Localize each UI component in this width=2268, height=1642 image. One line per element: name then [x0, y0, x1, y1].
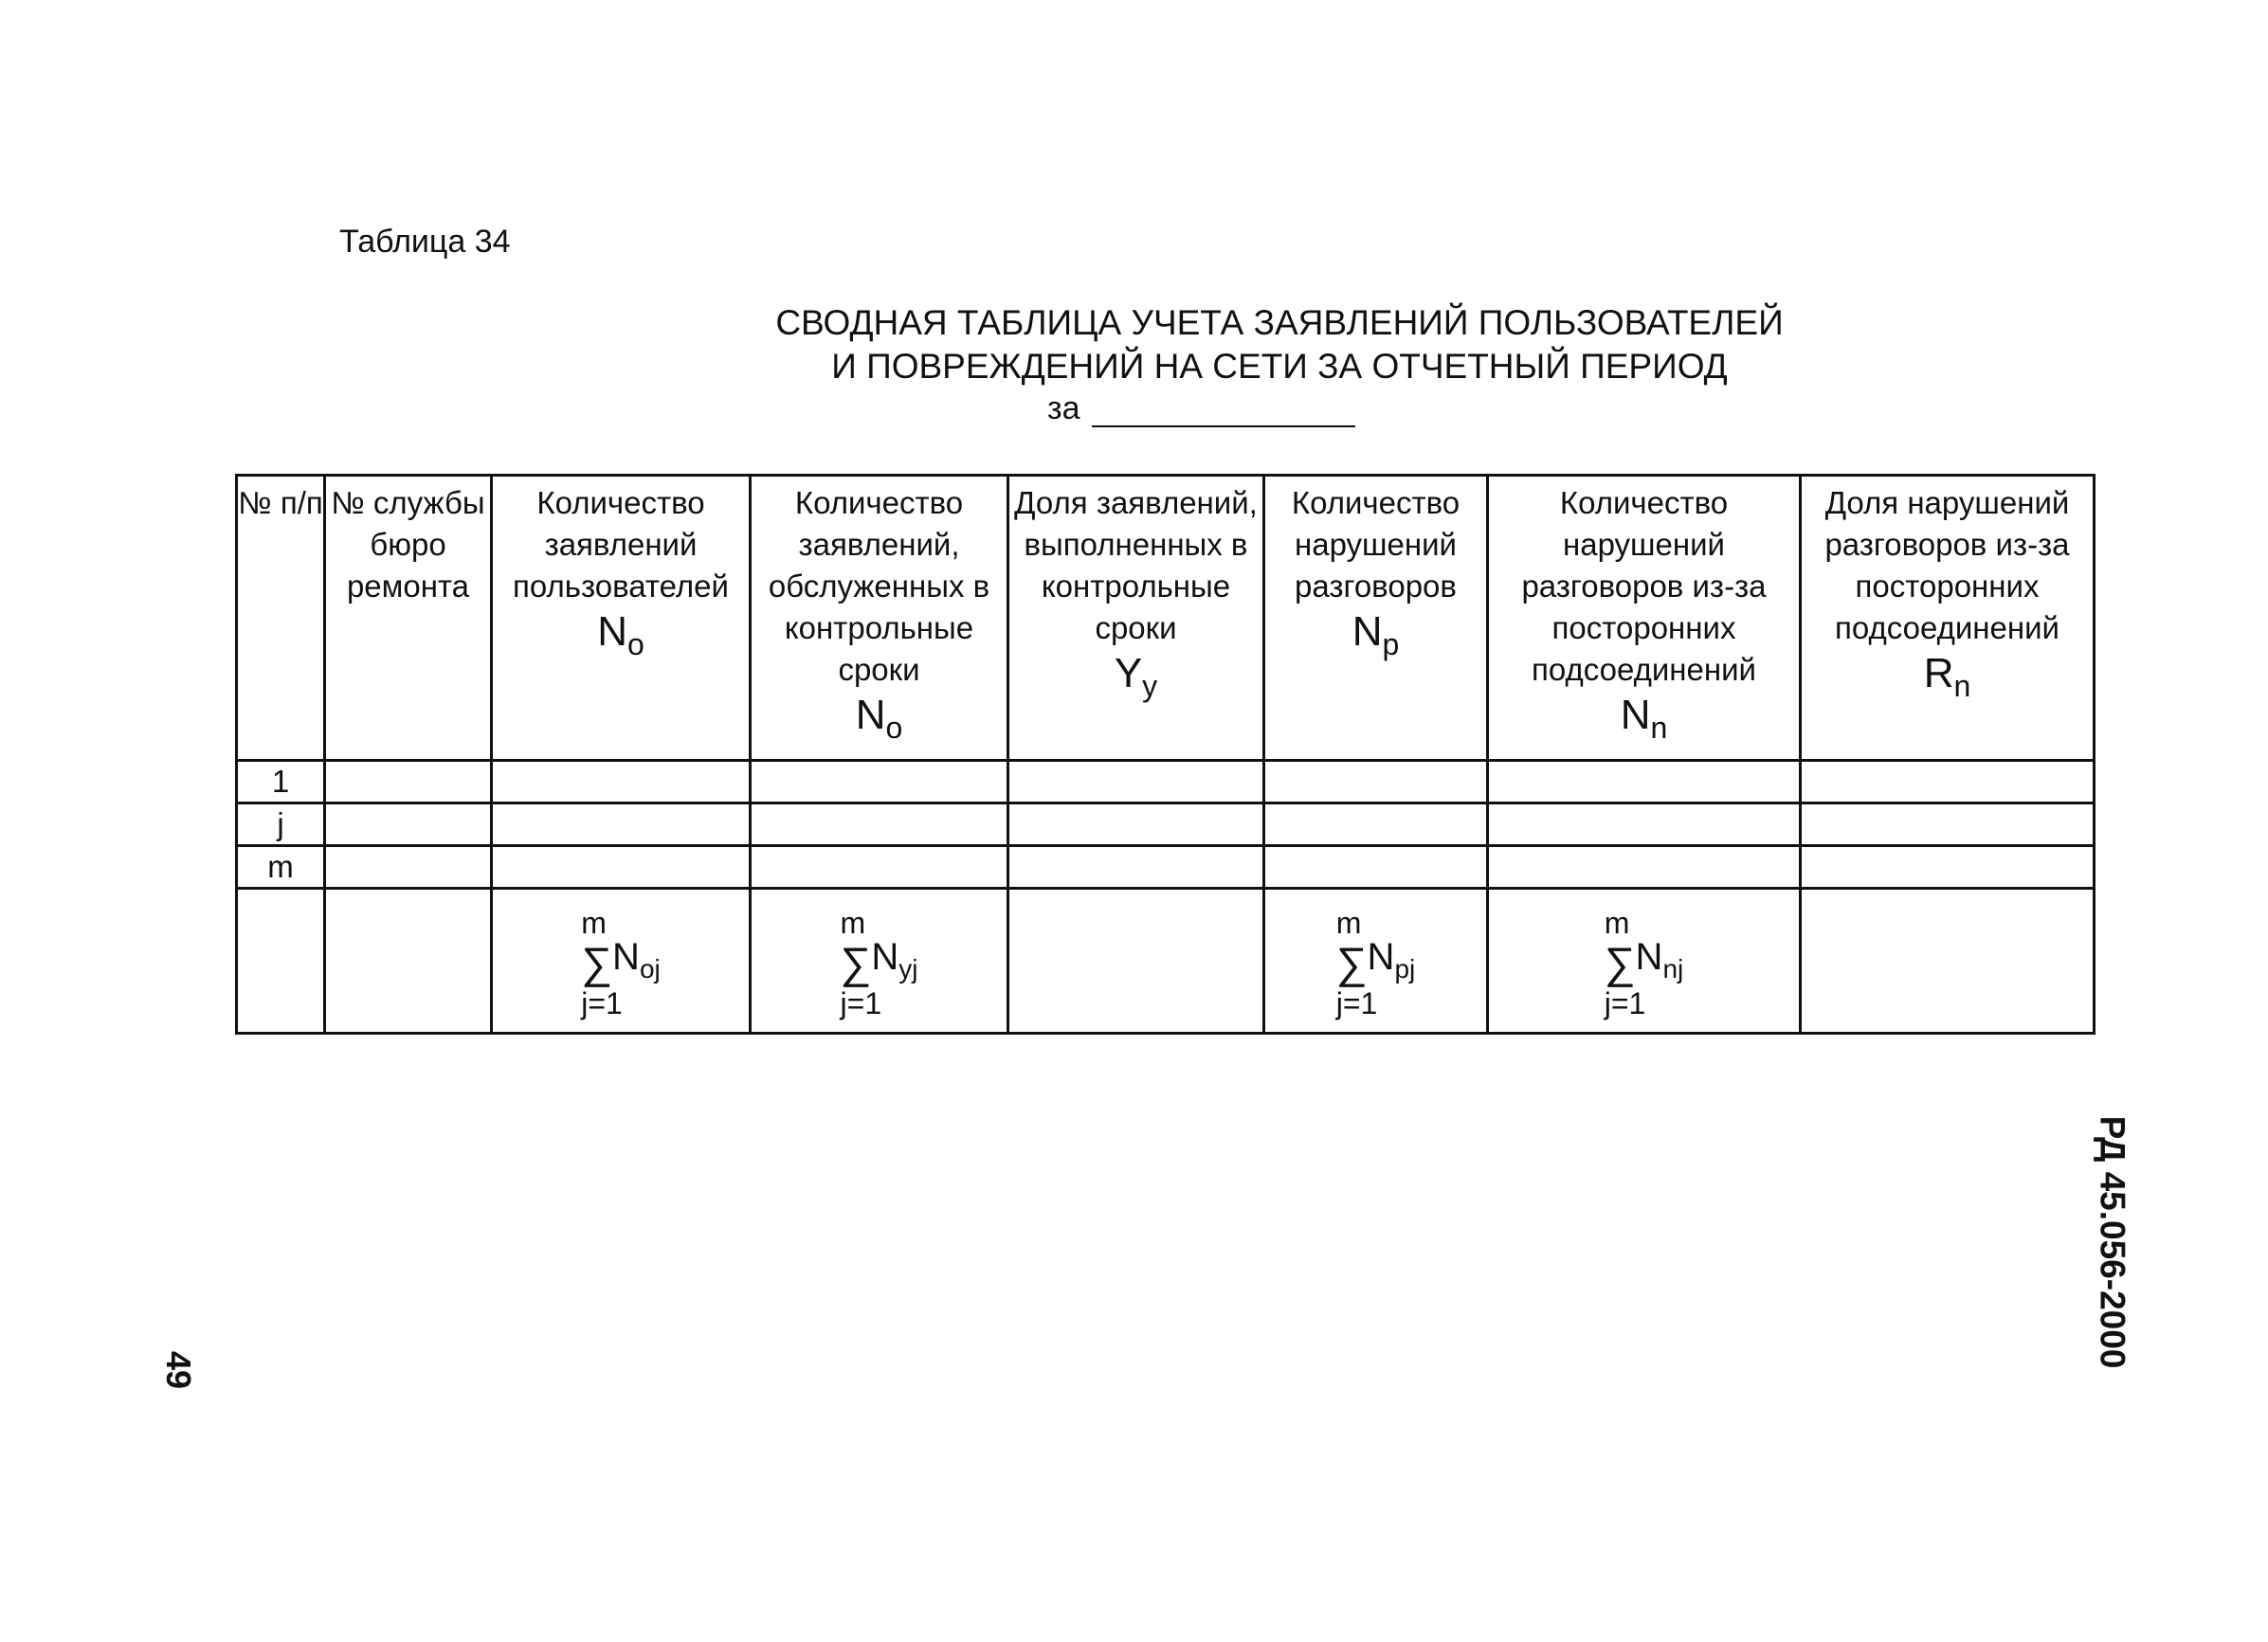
table-cell[interactable]: [1488, 803, 1801, 846]
header-symbol: $N_n$: [1620, 692, 1668, 745]
header-text: Доля нарушений разговоров из-за посторонних подсоединений: [1824, 485, 2070, 645]
table-cell[interactable]: [751, 803, 1008, 846]
header-text: Доля заявлений, выполненных в контрольные сроки: [1014, 485, 1258, 645]
header-text: Количество заявлений пользователей: [513, 485, 729, 604]
table-cell[interactable]: [325, 803, 492, 846]
sum-formula: m ∑ $N_{nj}$ j=1: [1604, 905, 1684, 1020]
header-cell: [1264, 476, 1488, 761]
header-cell: [1801, 476, 2095, 761]
table-cell[interactable]: [492, 846, 751, 889]
header-cell: [751, 476, 1008, 761]
period-prefix: за: [1047, 390, 1080, 426]
header-text: Количество нарушений разговоров из-за посторонних подсоединений: [1521, 485, 1767, 687]
row-index: j: [237, 803, 325, 846]
header-symbol: $N_o$: [597, 608, 644, 661]
header-cell: [492, 476, 751, 761]
table-title-line-1: СВОДНАЯ ТАБЛИЦА УЧЕТА ЗАЯВЛЕНИЙ ПОЛЬЗОВАТЕЛЕЙ: [775, 303, 1784, 342]
table-label: Таблица 34: [339, 224, 511, 260]
table-cell[interactable]: [325, 846, 492, 889]
sum-formula: m ∑ $N_{oj}$ j=1: [581, 905, 661, 1020]
sum-cell: [492, 889, 751, 1034]
table-cell: [237, 889, 325, 1034]
header-text: № службы бюро ремонта: [331, 485, 485, 604]
header-text: № п/п: [238, 485, 323, 520]
table-cell[interactable]: [751, 761, 1008, 803]
table-row: [237, 803, 2095, 846]
sigma-icon: ∑: [581, 938, 613, 987]
table-cell[interactable]: [1008, 761, 1264, 803]
table-cell[interactable]: [1801, 761, 2095, 803]
table-cell: [1801, 889, 2095, 1034]
table-cell[interactable]: [1488, 761, 1801, 803]
table-cell: [325, 889, 492, 1034]
table-cell[interactable]: [1264, 761, 1488, 803]
header-symbol: $N_o$: [855, 692, 903, 745]
table-cell[interactable]: [1801, 803, 2095, 846]
row-index: 1: [237, 761, 325, 803]
header-cell: [1008, 476, 1264, 761]
header-cell: [325, 476, 492, 761]
table-cell[interactable]: [1801, 846, 2095, 889]
header-text: Количество нарушений разговоров: [1291, 485, 1461, 604]
sum-formula: m ∑ $N_{pj}$ j=1: [1335, 905, 1416, 1020]
header-cell: [1488, 476, 1801, 761]
header-symbol: $Y_y$: [1114, 650, 1158, 703]
period-blank-field[interactable]: [1092, 393, 1355, 427]
header-symbol: $R_n$: [1923, 650, 1971, 703]
table-cell[interactable]: [492, 761, 751, 803]
table-sum-row: [237, 889, 2095, 1034]
table-cell[interactable]: [1264, 803, 1488, 846]
table-cell[interactable]: [1488, 846, 1801, 889]
table-cell[interactable]: [492, 803, 751, 846]
table-header-row: [237, 476, 2095, 761]
summary-table: [235, 474, 2096, 1035]
row-index: m: [237, 846, 325, 889]
sum-cell: [1488, 889, 1801, 1034]
sigma-icon: ∑: [1604, 938, 1636, 987]
sum-formula: m ∑ $N_{yj}$ j=1: [840, 905, 918, 1020]
sum-cell: [751, 889, 1008, 1034]
table-cell[interactable]: [1008, 846, 1264, 889]
sigma-icon: ∑: [1335, 938, 1368, 987]
header-cell: [237, 476, 325, 761]
header-symbol: $N_p$: [1352, 608, 1400, 661]
sum-cell: [1264, 889, 1488, 1034]
table-row: [237, 846, 2095, 889]
table-cell[interactable]: [1264, 846, 1488, 889]
document-reference: РД 45.056-2000: [2093, 1115, 2132, 1369]
period-line: [1047, 390, 1355, 427]
header-text: Количество заявлений, обслуженных в контрольные сроки: [768, 485, 990, 687]
table-cell[interactable]: [751, 846, 1008, 889]
table-cell[interactable]: [325, 761, 492, 803]
table-cell[interactable]: [1008, 803, 1264, 846]
table-cell: [1008, 889, 1264, 1034]
page-number: 49: [159, 1350, 199, 1390]
table-row: [237, 761, 2095, 803]
table-title-line-2: И ПОВРЕЖДЕНИЙ НА СЕТИ ЗА ОТЧЕТНЫЙ ПЕРИОД: [831, 347, 1728, 386]
sigma-icon: ∑: [840, 938, 872, 987]
